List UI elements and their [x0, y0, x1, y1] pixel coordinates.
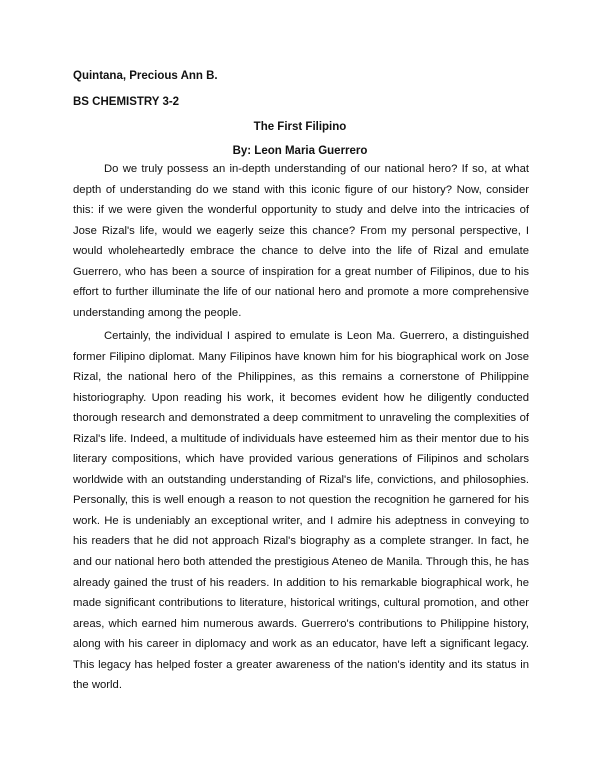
course-section: BS CHEMISTRY 3-2 — [73, 96, 180, 108]
body-paragraph: Certainly, the individual I aspired to emulate is Leon Ma. Guerrero, a distinguished former Filipino diplomat. Many Filipinos have known him for his biographical work on Jose Rizal, the national hero of the Philippines, as this remains a cornerstone of Philippine historiography. Upon reading his work, it becomes evident how he diligently conducted thorough research and demonstrated a deep commitment to unraveling the complexities of Rizal's life. Indeed, a multitude of individuals have esteemed him as their mentor due to his literary compositions, which have provided various generations of Filipinos and scholars worldwide with an outstanding understanding of Rizal's life, convictions, and philosophies. Personally, this is well enough a reason to not question the recognition he garnered for his work. He is undeniably an exceptional writer, and I admire his adeptness in conveying to his readers that he did not approach Rizal's biography as a complete stranger. In fact, he and our national hero both attended the prestigious Ateneo de Manila. Through this, he has already gained the trust of his readers. In addition to his remarkable biographical work, he made significant contributions to literature, historical writings, cultural promotion, and other areas, which earned him numerous awards. Guerrero's contributions to Philippine history, along with his career in diplomacy and work as an educator, have left a significant legacy. This legacy has helped foster a greater awareness of the nation's identity and its status in the world. — [73, 330, 529, 692]
document-title: The First Filipino — [253, 121, 347, 133]
body-paragraph: Do we truly possess an in-depth understanding of our national hero? If so, at what depth of understanding do we stand with this iconic figure of our history? Now, consider this: if we were given the wonderful opportunity to study and delve into the intricacies of Jose Rizal's life, would we eagerly seize this chance? From my personal perspective, I would wholeheartedly embrace the chance to delve into the life of Rizal and emulate Guerrero, who has been a source of inspiration for a great number of Filipinos, due to his effort to further illuminate the life of our national hero and promote a more comprehensive understanding among the people. — [73, 163, 529, 319]
student-name: Quintana, Precious Ann B. — [73, 70, 218, 82]
document-author: By: Leon Maria Guerrero — [232, 145, 368, 157]
